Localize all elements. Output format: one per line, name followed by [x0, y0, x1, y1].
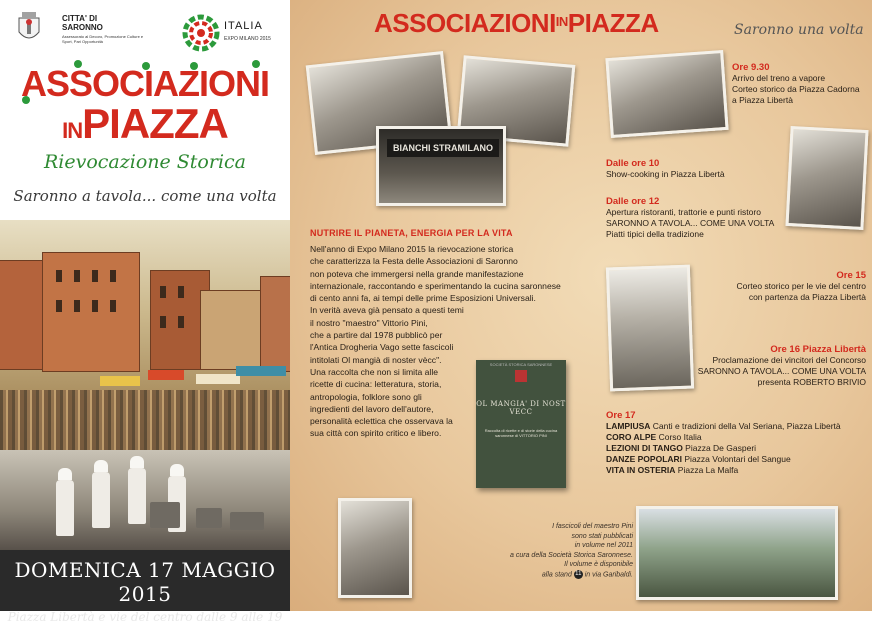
- event-17-item: [606, 421, 866, 432]
- story-line: personalità eclettica che osservava la: [310, 416, 453, 427]
- caption-line: Il volume è disponibile: [564, 561, 633, 568]
- window: [92, 270, 98, 282]
- caption-stand-line: [455, 570, 633, 580]
- story-line: In verità aveva già pensato a questi temi: [310, 305, 464, 316]
- inside-title-b: PIAZZA: [567, 8, 659, 38]
- window: [178, 316, 184, 328]
- vintage-photo-shopfront: [376, 126, 506, 206]
- book-title: OL MANGIA' DI NOST VECC: [476, 400, 566, 416]
- pot: [196, 508, 222, 528]
- event-17-item: [606, 465, 866, 476]
- inside-title-a: ASSOCIAZIONI: [374, 8, 556, 38]
- story-line: intitolati Ol mangià di noster vècc".: [310, 354, 442, 365]
- event-line: Arrivo del treno a vapore: [732, 73, 826, 83]
- city-crest-icon: [16, 12, 42, 46]
- story-line: ingredienti del lavoro dell'autore,: [310, 403, 434, 414]
- market-crowd: [0, 390, 290, 450]
- inside-title-in: IN: [555, 14, 568, 29]
- cover-panel: [0, 0, 290, 624]
- caption-stand-prefix: alla stand: [541, 570, 572, 578]
- expo-title: ITALIA: [224, 20, 263, 32]
- event-line: SARONNO A TAVOLA... COME UNA VOLTA: [606, 218, 775, 228]
- event-time: Dalle ore 10: [606, 158, 660, 169]
- event-time: Dalle ore 12: [606, 196, 660, 207]
- story-line: che caratterizza la Festa delle Associazioni di Saronno: [310, 256, 518, 267]
- event-17-item-place: Piazza La Malfa: [675, 465, 739, 475]
- story-heading: NUTRIRE IL PIANETA, ENERGIA PER LA VITA: [310, 228, 513, 238]
- caption-line: a cura della Società Storica Saronnese.: [510, 551, 633, 559]
- story-line: non poteva che immergersi nella grande manifestazione: [310, 268, 524, 279]
- event-17-item-name: CORO ALPE: [606, 432, 657, 442]
- event-line: Piatti tipici della tradizione: [606, 229, 704, 239]
- event-17-item-place: Piazza Volontari del Sangue: [682, 454, 791, 464]
- event-17-item: [606, 454, 866, 465]
- event-line: Proclamazione dei vincitori del Concorso: [712, 355, 866, 365]
- book-caption: [455, 522, 633, 579]
- shop-sign: BIANCHI STRAMILANO: [387, 139, 499, 157]
- expo-logo-icon: [182, 14, 220, 52]
- story-line: l'Antica Drogheria Vago sette fascicoli: [310, 342, 454, 353]
- awning: [100, 376, 140, 386]
- cover-tagline: Saronno a tavola... come una volta: [13, 187, 277, 205]
- window: [110, 270, 116, 282]
- chef-figure: [128, 468, 146, 524]
- event-17-item: [606, 443, 866, 454]
- city-label-text: CITTA' DI: [62, 14, 98, 23]
- event-17-item-name: LAMPIUSA: [606, 421, 651, 431]
- window: [92, 300, 98, 312]
- caption-line: I fascicoli del maestro Pini: [552, 523, 633, 530]
- story-line: il nostro "maestro" Vittorio Pini,: [310, 317, 428, 328]
- chef-figure: [56, 480, 74, 536]
- event-17-item-name: DANZE POPOLARI: [606, 454, 683, 464]
- window: [56, 300, 62, 312]
- event-17-item-place: Piazza De Gasperi: [682, 443, 757, 453]
- event-12: [606, 196, 806, 240]
- story-line: Nell'anno di Expo Milano 2015 la rievocazione storica: [310, 244, 514, 254]
- event-time: Ore 17: [606, 410, 636, 421]
- caption-stand-suffix: in via Garibaldi.: [584, 570, 633, 578]
- cover-subtitle: Rievocazione Storica: [43, 151, 247, 173]
- vintage-photo-steam-train: [605, 50, 728, 138]
- cover-title-in: IN: [62, 118, 83, 143]
- vintage-kitchen-photo: [0, 450, 290, 550]
- event-17-item-name: LEZIONI DI TANGO: [606, 443, 683, 453]
- city-name-text: SARONNO: [62, 23, 103, 32]
- caption-line: in volume nel 2011: [574, 542, 633, 549]
- vintage-photo-church-carriage: [606, 265, 694, 392]
- event-line: Apertura ristoranti, trattorie e punti ristoro: [606, 207, 761, 217]
- date-banner: [0, 550, 290, 624]
- window: [178, 286, 184, 298]
- event-line: a Piazza Libertà: [732, 95, 793, 105]
- book-subtitle: Raccolta di ricette e di storie della cucina saronnese di VITTORIO PINI: [484, 428, 558, 438]
- event-time: Ore 15: [836, 270, 866, 281]
- event-17: [606, 410, 866, 476]
- event-17-item-place: Canti e tradizioni della Val Seriana, Piazza Libertà: [650, 421, 841, 431]
- event-15: [700, 270, 866, 303]
- event-line: SARONNO A TAVOLA... COME UNA VOLTA: [697, 366, 866, 376]
- story-line: internazionale, raccontando e sperimentando la cucina saronnese: [310, 280, 561, 291]
- vintage-photo-oven: [338, 498, 412, 598]
- book-publisher: SOCIETÀ STORICA SARONNESE: [489, 362, 553, 367]
- stand-number-badge: 11: [575, 570, 582, 577]
- window: [74, 270, 80, 282]
- window: [74, 300, 80, 312]
- inside-panel: [290, 0, 872, 611]
- story-line: antropologia, folklore sono gli: [310, 391, 422, 402]
- cover-title-line2: [12, 102, 278, 153]
- event-17-item-place: Corso Italia: [656, 432, 702, 442]
- inside-subtitle: Saronno una volta: [734, 22, 864, 38]
- event-line: Corteo storico per le vie del centro: [736, 281, 866, 291]
- caption-line: sono stati pubblicati: [571, 532, 633, 540]
- awning: [196, 374, 240, 384]
- event-16: [694, 344, 866, 388]
- city-label: [62, 14, 103, 32]
- story-line: che a partire dal 1978 pubblicò per: [310, 330, 443, 341]
- story-line: di cento anni fa, ai tempi delle prime Esposizioni Universali.: [310, 293, 536, 304]
- event-date: DOMENICA 17 MAGGIO 2015: [14, 558, 276, 606]
- event-10: [606, 158, 806, 180]
- pot: [230, 512, 264, 530]
- event-line: Show-cooking in Piazza Libertà: [606, 169, 725, 179]
- window: [160, 286, 166, 298]
- event-line: con partenza da Piazza Libertà: [748, 292, 866, 302]
- cover-title: [12, 63, 278, 153]
- cover-title-line1: ASSOCIAZIONI: [20, 63, 269, 104]
- inside-title: [374, 8, 659, 39]
- expo-subtitle: EXPO MILANO 2015: [224, 36, 271, 42]
- city-office: Assessorato al Decoro, Promozione Culture e Sport, Pari Opportunità: [62, 34, 144, 44]
- pot: [150, 502, 180, 528]
- event-17-item: [606, 432, 866, 443]
- story-line: Una raccolta che non si limita alle: [310, 366, 439, 377]
- event-place-hours: Piazza Libertà e vie del centro dalle 9 alle 19: [7, 610, 283, 624]
- historic-square-illustration: [0, 220, 290, 550]
- story-text: [310, 243, 590, 440]
- window: [110, 300, 116, 312]
- window: [56, 270, 62, 282]
- cover-title-piazza: PIAZZA: [82, 100, 228, 147]
- event-time: Ore 9.30: [732, 62, 770, 73]
- awning: [148, 370, 184, 380]
- story-line: sua città con spirito critico e libero.: [310, 428, 442, 439]
- folk-group-photo: [636, 506, 838, 600]
- story-line: ricette di cucina: letteratura, storia,: [310, 379, 442, 390]
- chef-figure: [92, 472, 110, 528]
- awning: [236, 366, 286, 376]
- event-line: presenta ROBERTO BRIVIO: [757, 377, 866, 387]
- event-time: Ore 16 Piazza Libertà: [770, 344, 866, 355]
- event-17-item-name: VITA IN OSTERIA: [606, 465, 676, 475]
- window: [160, 316, 166, 328]
- event-line: Corteo storico da Piazza Cadorna: [732, 84, 860, 94]
- event-930: [732, 62, 866, 106]
